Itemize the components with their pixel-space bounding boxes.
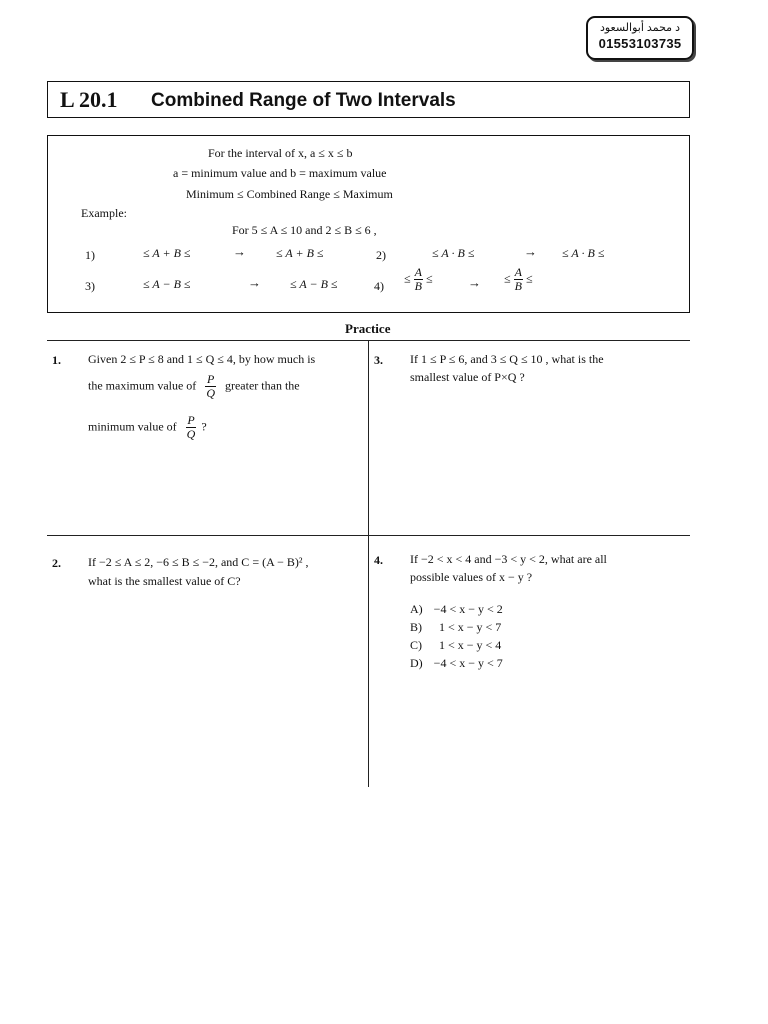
question-4-line-1: If −2 < x < 4 and −3 < y < 2, what are all [410,552,607,566]
phone-number: 01553103735 [598,36,682,51]
example-item-left: ≤ A − B ≤ [143,277,191,291]
fraction-p-over-q [186,414,197,441]
frac-numerator: P [206,372,215,386]
frac-numerator: P [187,413,195,427]
question-2-line-1: If −2 ≤ A ≤ 2, −6 ≤ B ≤ −2, and C = (A − B)² , [88,555,309,569]
rule-line-1: For the interval of x, a ≤ x ≤ b [208,146,353,160]
question-3-line-1: If 1 ≤ P ≤ 6, and 3 ≤ Q ≤ 10 , what is the [410,352,604,366]
teacher-name: د محمد أبوالسعود [599,22,681,34]
frac-numerator: A [414,265,422,279]
question-4-line-2: possible values of x − y ? [410,570,533,584]
answer-option-c [410,636,501,654]
example-given: For 5 ≤ A ≤ 10 and 2 ≤ B ≤ 6 , [232,223,377,237]
q1-text: ? [201,419,207,434]
contact-badge [586,16,694,60]
arrow-icon: → [524,244,537,259]
example-item-left: ≤ A · B ≤ [432,246,475,260]
arrow-icon: → [233,244,246,259]
frac-numerator: A [514,265,522,279]
frac-denominator: Q [186,427,196,441]
example-item-num: 3) [85,279,95,293]
example-item-right: ≤ A · B ≤ [562,246,605,260]
rule-line-3: Minimum ≤ Combined Range ≤ Maximum [186,187,393,201]
le-sign: ≤ [404,271,411,286]
le-sign: ≤ [525,271,533,286]
fraction-p-over-q [205,373,216,400]
q1-text: greater than the [224,378,300,393]
example-item-right: ≤ A + B ≤ [276,246,324,260]
example-item-num: 2) [376,248,386,262]
option-text: −4 < x − y < 2 [433,602,503,616]
lesson-title: Combined Range of Two Intervals [151,90,456,111]
option-label: A) [410,602,423,616]
le-sign: ≤ [504,271,511,286]
example-label: Example: [81,206,127,220]
answer-option-d [410,654,503,672]
question-1-line-3 [88,414,207,441]
lesson-code: L 20.1 [60,87,118,112]
question-3-line-2: smallest value of P×Q ? [410,370,525,384]
question-1-line-2 [88,373,300,400]
frac-denominator: Q [206,386,215,400]
arrow-icon: → [248,275,261,290]
question-4-number: 4. [374,553,383,567]
option-text: 1 < x − y < 4 [433,638,502,652]
option-label: C) [410,638,422,652]
example-item-right: ≤ A − B ≤ [290,277,338,291]
rule-line-2: a = minimum value and b = maximum value [173,166,387,180]
option-text: 1 < x − y < 7 [433,620,502,634]
fraction-a-over-b [514,266,523,293]
example-item-num: 1) [85,248,95,262]
le-sign: ≤ [425,271,433,286]
example-item-num: 4) [374,279,384,293]
lesson-title-box [47,81,690,118]
frac-denominator: B [514,279,522,293]
question-1-line-1: Given 2 ≤ P ≤ 8 and 1 ≤ Q ≤ 4, by how much is [88,352,316,366]
rule-box [47,135,690,313]
option-label: B) [410,620,422,634]
example-frac-left [404,266,433,293]
question-2-number: 2. [52,556,61,570]
arrow-icon: → [468,275,481,290]
question-3-number: 3. [374,353,383,367]
question-1-number: 1. [52,353,61,367]
option-label: D) [410,656,423,670]
question-2-line-2: what is the smallest value of C? [88,574,241,588]
grid-vertical-line [368,340,369,787]
q1-text: the maximum value of [88,378,197,393]
example-frac-right [504,266,533,293]
example-item-left: ≤ A + B ≤ [143,246,191,260]
answer-option-b [410,618,501,636]
option-text: −4 < x − y < 7 [433,656,503,670]
q1-text: minimum value of [88,419,177,434]
fraction-a-over-b [414,266,423,293]
answer-option-a [410,600,503,618]
practice-heading: Practice [345,321,391,336]
frac-denominator: B [414,279,422,293]
